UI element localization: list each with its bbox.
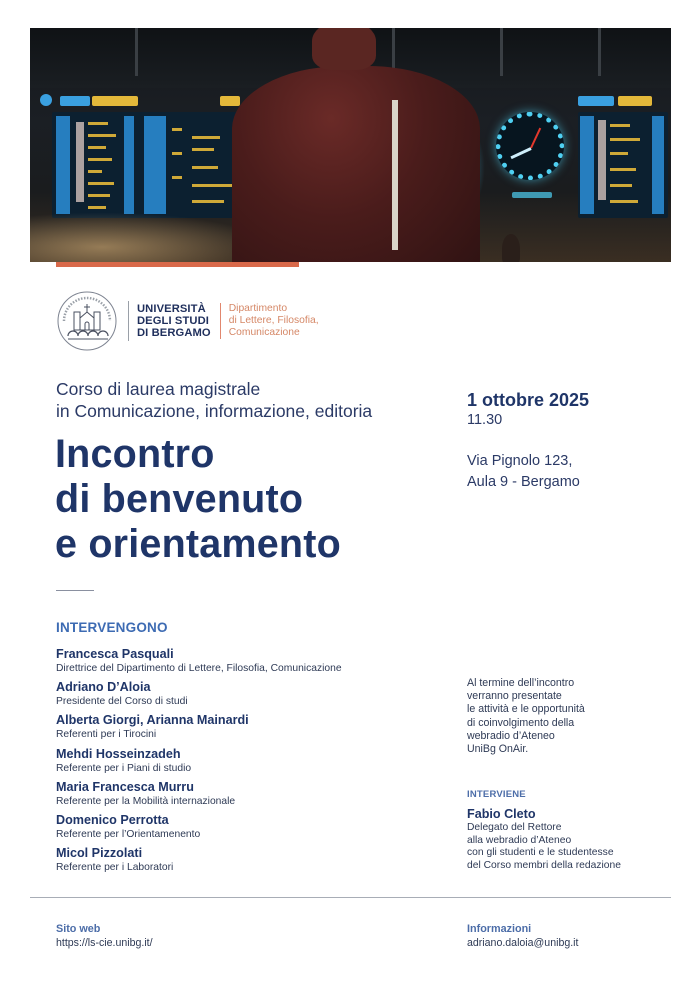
ceiling-beam bbox=[500, 28, 503, 76]
ceiling-beam bbox=[598, 28, 601, 76]
speaker-name: Mehdi Hosseinzadeh bbox=[56, 746, 181, 761]
speaker-role: Direttrice del Dipartimento di Lettere, Filosofia, Comunicazione bbox=[56, 663, 342, 674]
station-clock bbox=[496, 112, 564, 180]
footer-divider bbox=[30, 897, 671, 898]
webradio-note: Al termine dell’incontro verranno presentate le attività e le opportunità di coinvolgimento della webradio d’Ateneo UniBg OnAir. bbox=[467, 677, 585, 756]
ceiling-beam bbox=[135, 28, 138, 76]
info-label: Informazioni bbox=[467, 923, 532, 935]
guest-speaker bbox=[467, 807, 667, 873]
accent-bar bbox=[56, 262, 299, 267]
speaker-role: Referente per i Piani di studio bbox=[56, 762, 192, 774]
speaker-item bbox=[56, 713, 436, 741]
traveler-head bbox=[312, 28, 376, 70]
speakers-heading: INTERVENGONO bbox=[56, 620, 168, 635]
speaker-name: Micol Pizzolati bbox=[56, 846, 143, 861]
footer-info bbox=[467, 922, 578, 950]
departures-icon bbox=[40, 94, 52, 106]
website-link[interactable]: https://ls-cie.unibg.it/ bbox=[56, 937, 153, 949]
background-person bbox=[502, 234, 520, 262]
board-header bbox=[618, 96, 652, 106]
speaker-name: Adriano D’Aloia bbox=[56, 680, 151, 695]
guest-heading: INTERVIENE bbox=[467, 789, 526, 800]
board-header bbox=[220, 96, 240, 106]
speaker-item bbox=[56, 780, 436, 808]
arrival-board bbox=[578, 112, 668, 218]
speaker-role: Referente per i Laboratori bbox=[56, 862, 174, 874]
course-name: Corso di laurea magistrale in Comunicazione, informazione, editoria bbox=[56, 379, 373, 421]
hero-photo bbox=[30, 28, 671, 262]
university-logo bbox=[56, 290, 319, 352]
speaker-name: Alberta Giorgi, Arianna Mainardi bbox=[56, 713, 249, 728]
backpack-strap bbox=[392, 100, 398, 250]
info-email-link[interactable]: adriano.daloia@unibg.it bbox=[467, 937, 579, 949]
logo-divider bbox=[128, 301, 129, 341]
speaker-name: Maria Francesca Murru bbox=[56, 779, 194, 794]
traveler-figure bbox=[232, 66, 480, 262]
speaker-item bbox=[56, 680, 436, 708]
speaker-name: Francesca Pasquali bbox=[56, 647, 174, 661]
speaker-role: Referente per l’Orientamenento bbox=[56, 828, 201, 840]
event-location: Via Pignolo 123, Aula 9 - Bergamo bbox=[467, 453, 580, 490]
speakers-list bbox=[56, 647, 436, 879]
board-header bbox=[60, 96, 90, 106]
speaker-role: Referenti per i Tirocini bbox=[56, 729, 157, 741]
university-name: UNIVERSITÀ DEGLI STUDI DI BERGAMO bbox=[137, 303, 211, 339]
university-seal-icon bbox=[56, 290, 118, 352]
speaker-item bbox=[56, 747, 436, 775]
event-title: Incontro di benvenuto e orientamento bbox=[55, 432, 341, 566]
event-date: 1 ottobre 2025 bbox=[467, 390, 590, 410]
clock-label bbox=[512, 192, 552, 198]
department-divider bbox=[220, 303, 221, 339]
speaker-role: Referente per la Mobilità internazionale bbox=[56, 795, 236, 807]
guest-name: Fabio Cleto bbox=[467, 807, 536, 821]
speaker-role: Presidente del Corso di studi bbox=[56, 696, 188, 708]
department-name: Dipartimento di Lettere, Filosofia, Comunicazione bbox=[228, 303, 319, 338]
speaker-item bbox=[56, 846, 436, 874]
speaker-item bbox=[56, 813, 436, 841]
speaker-name: Domenico Perrotta bbox=[56, 812, 169, 827]
board-header bbox=[92, 96, 138, 106]
guest-role: Delegato del Rettore alla webradio d’Ateneo con gli studenti e le studentesse del Corso membri della redazione bbox=[467, 822, 621, 872]
event-time: 11.30 bbox=[467, 412, 503, 428]
departure-board bbox=[52, 112, 262, 218]
title-divider bbox=[56, 590, 94, 591]
website-label: Sito web bbox=[56, 923, 101, 935]
footer-website bbox=[56, 922, 153, 950]
board-header bbox=[578, 96, 614, 106]
speaker-item bbox=[56, 647, 436, 675]
